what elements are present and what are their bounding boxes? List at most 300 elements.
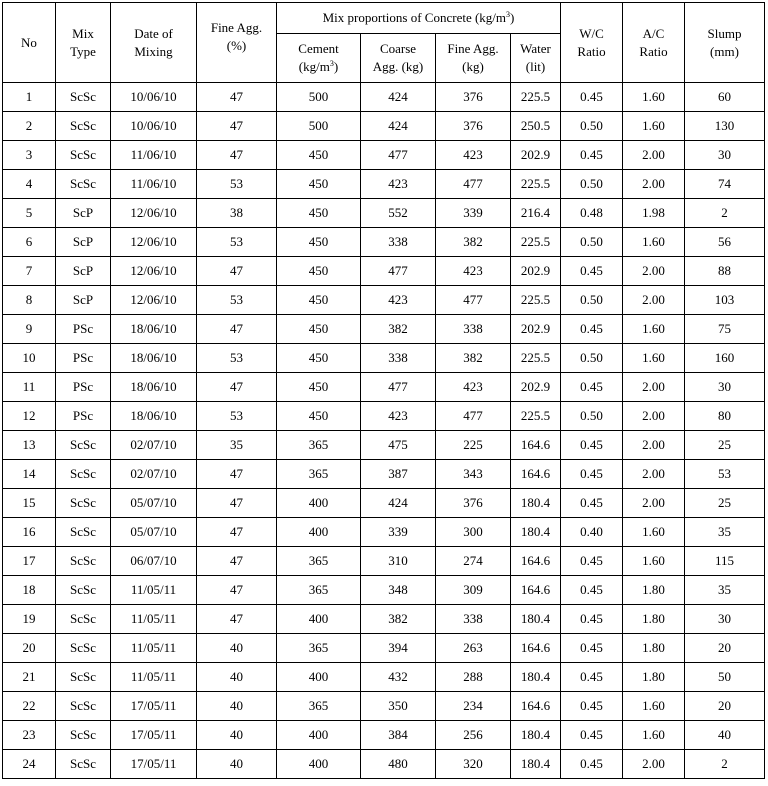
cell-water: 164.6 xyxy=(511,692,561,721)
cell-slump: 88 xyxy=(685,257,765,286)
cell-wc-ratio: 0.50 xyxy=(561,170,623,199)
cell-fine-agg-kg: 376 xyxy=(436,83,511,112)
cell-coarse-agg: 310 xyxy=(361,547,436,576)
cell-mix-type: ScSc xyxy=(56,170,111,199)
cell-wc-ratio: 0.50 xyxy=(561,228,623,257)
cell-water: 225.5 xyxy=(511,286,561,315)
cell-no: 21 xyxy=(3,663,56,692)
header-slump: Slump (mm) xyxy=(685,3,765,83)
table-row xyxy=(3,634,765,663)
table-row xyxy=(3,721,765,750)
cell-ac-ratio: 1.60 xyxy=(623,547,685,576)
cell-cement: 365 xyxy=(277,547,361,576)
cell-coarse-agg: 423 xyxy=(361,286,436,315)
cell-wc-ratio: 0.45 xyxy=(561,315,623,344)
cell-coarse-agg: 338 xyxy=(361,344,436,373)
cell-ac-ratio: 1.80 xyxy=(623,576,685,605)
cell-ac-ratio: 2.00 xyxy=(623,373,685,402)
cell-wc-ratio: 0.45 xyxy=(561,692,623,721)
cell-ac-ratio: 2.00 xyxy=(623,257,685,286)
cell-fine-agg-kg: 423 xyxy=(436,257,511,286)
table-row xyxy=(3,344,765,373)
cell-ac-ratio: 2.00 xyxy=(623,489,685,518)
cell-fine-agg-percent: 40 xyxy=(197,721,277,750)
table-body xyxy=(3,83,765,779)
cell-cement: 400 xyxy=(277,489,361,518)
cell-no: 23 xyxy=(3,721,56,750)
cell-fine-agg-percent: 40 xyxy=(197,750,277,779)
cell-fine-agg-kg: 338 xyxy=(436,315,511,344)
cell-date: 12/06/10 xyxy=(111,228,197,257)
cell-cement: 450 xyxy=(277,141,361,170)
cell-fine-agg-kg: 376 xyxy=(436,112,511,141)
cell-wc-ratio: 0.40 xyxy=(561,518,623,547)
table-row xyxy=(3,489,765,518)
cell-water: 202.9 xyxy=(511,373,561,402)
table-row xyxy=(3,141,765,170)
cell-mix-type: ScSc xyxy=(56,576,111,605)
cell-water: 164.6 xyxy=(511,576,561,605)
cell-wc-ratio: 0.45 xyxy=(561,721,623,750)
header-fine-agg-percent: Fine Agg. (%) xyxy=(197,3,277,83)
cell-ac-ratio: 1.80 xyxy=(623,663,685,692)
cell-ac-ratio: 1.60 xyxy=(623,83,685,112)
cell-ac-ratio: 2.00 xyxy=(623,170,685,199)
cell-fine-agg-percent: 53 xyxy=(197,286,277,315)
table-row xyxy=(3,112,765,141)
cell-cement: 500 xyxy=(277,112,361,141)
cell-wc-ratio: 0.48 xyxy=(561,199,623,228)
cell-wc-ratio: 0.45 xyxy=(561,489,623,518)
cell-fine-agg-percent: 47 xyxy=(197,141,277,170)
cell-no: 11 xyxy=(3,373,56,402)
cell-date: 05/07/10 xyxy=(111,518,197,547)
cell-fine-agg-kg: 234 xyxy=(436,692,511,721)
cell-slump: 20 xyxy=(685,634,765,663)
header-wc-ratio: W/C Ratio xyxy=(561,3,623,83)
cell-no: 24 xyxy=(3,750,56,779)
cell-coarse-agg: 424 xyxy=(361,83,436,112)
cell-wc-ratio: 0.45 xyxy=(561,460,623,489)
cell-no: 7 xyxy=(3,257,56,286)
cell-water: 164.6 xyxy=(511,547,561,576)
cell-ac-ratio: 1.60 xyxy=(623,112,685,141)
cell-fine-agg-percent: 53 xyxy=(197,344,277,373)
cell-cement: 400 xyxy=(277,721,361,750)
cell-no: 5 xyxy=(3,199,56,228)
table-row xyxy=(3,547,765,576)
cell-fine-agg-kg: 288 xyxy=(436,663,511,692)
cell-fine-agg-percent: 47 xyxy=(197,547,277,576)
cell-mix-type: ScSc xyxy=(56,489,111,518)
cell-wc-ratio: 0.45 xyxy=(561,663,623,692)
cell-slump: 56 xyxy=(685,228,765,257)
cell-date: 11/05/11 xyxy=(111,634,197,663)
cell-fine-agg-percent: 47 xyxy=(197,257,277,286)
header-no: No xyxy=(3,3,56,83)
cell-mix-type: ScP xyxy=(56,257,111,286)
cell-cement: 450 xyxy=(277,373,361,402)
cell-no: 17 xyxy=(3,547,56,576)
cell-date: 10/06/10 xyxy=(111,83,197,112)
cell-date: 12/06/10 xyxy=(111,199,197,228)
cell-fine-agg-kg: 300 xyxy=(436,518,511,547)
cell-wc-ratio: 0.45 xyxy=(561,576,623,605)
cell-slump: 53 xyxy=(685,460,765,489)
cell-ac-ratio: 2.00 xyxy=(623,141,685,170)
cell-fine-agg-percent: 47 xyxy=(197,605,277,634)
cell-slump: 30 xyxy=(685,605,765,634)
table-row xyxy=(3,286,765,315)
cell-wc-ratio: 0.45 xyxy=(561,547,623,576)
cell-water: 164.6 xyxy=(511,634,561,663)
table-row xyxy=(3,518,765,547)
cell-fine-agg-percent: 53 xyxy=(197,402,277,431)
table-row xyxy=(3,199,765,228)
cell-fine-agg-kg: 256 xyxy=(436,721,511,750)
cell-ac-ratio: 2.00 xyxy=(623,431,685,460)
cell-fine-agg-kg: 309 xyxy=(436,576,511,605)
cell-ac-ratio: 1.80 xyxy=(623,634,685,663)
cell-date: 10/06/10 xyxy=(111,112,197,141)
cell-slump: 25 xyxy=(685,431,765,460)
header-water: Water (lit) xyxy=(511,34,561,83)
cell-coarse-agg: 350 xyxy=(361,692,436,721)
table-row xyxy=(3,257,765,286)
cell-ac-ratio: 2.00 xyxy=(623,460,685,489)
cell-cement: 450 xyxy=(277,228,361,257)
cell-water: 180.4 xyxy=(511,750,561,779)
cell-coarse-agg: 387 xyxy=(361,460,436,489)
cell-slump: 74 xyxy=(685,170,765,199)
cell-slump: 2 xyxy=(685,750,765,779)
header-mix-type: Mix Type xyxy=(56,3,111,83)
cell-ac-ratio: 1.60 xyxy=(623,315,685,344)
table-row xyxy=(3,576,765,605)
cell-ac-ratio: 2.00 xyxy=(623,402,685,431)
cell-no: 13 xyxy=(3,431,56,460)
cell-fine-agg-kg: 263 xyxy=(436,634,511,663)
cell-water: 180.4 xyxy=(511,489,561,518)
cell-coarse-agg: 423 xyxy=(361,402,436,431)
table-row xyxy=(3,373,765,402)
cell-cement: 365 xyxy=(277,692,361,721)
table-row xyxy=(3,83,765,112)
cell-slump: 30 xyxy=(685,373,765,402)
cell-fine-agg-percent: 47 xyxy=(197,460,277,489)
table-row xyxy=(3,431,765,460)
cell-fine-agg-percent: 35 xyxy=(197,431,277,460)
cell-water: 225.5 xyxy=(511,83,561,112)
cell-cement: 400 xyxy=(277,750,361,779)
cell-wc-ratio: 0.50 xyxy=(561,112,623,141)
cell-water: 225.5 xyxy=(511,402,561,431)
cell-mix-type: PSc xyxy=(56,315,111,344)
cell-wc-ratio: 0.45 xyxy=(561,750,623,779)
cell-cement: 450 xyxy=(277,286,361,315)
cell-slump: 2 xyxy=(685,199,765,228)
cell-mix-type: PSc xyxy=(56,373,111,402)
cell-wc-ratio: 0.45 xyxy=(561,634,623,663)
cell-cement: 450 xyxy=(277,199,361,228)
cell-fine-agg-percent: 40 xyxy=(197,663,277,692)
cell-slump: 40 xyxy=(685,721,765,750)
cell-mix-type: ScSc xyxy=(56,750,111,779)
cell-fine-agg-kg: 339 xyxy=(436,199,511,228)
cell-water: 202.9 xyxy=(511,315,561,344)
cell-cement: 400 xyxy=(277,518,361,547)
cell-cement: 365 xyxy=(277,576,361,605)
cell-cement: 400 xyxy=(277,663,361,692)
header-coarse-agg: Coarse Agg. (kg) xyxy=(361,34,436,83)
cell-wc-ratio: 0.45 xyxy=(561,141,623,170)
table-row xyxy=(3,692,765,721)
cell-date: 17/05/11 xyxy=(111,692,197,721)
cell-ac-ratio: 1.98 xyxy=(623,199,685,228)
cell-mix-type: PSc xyxy=(56,402,111,431)
cell-fine-agg-percent: 47 xyxy=(197,518,277,547)
cell-slump: 60 xyxy=(685,83,765,112)
cell-fine-agg-percent: 47 xyxy=(197,576,277,605)
cell-fine-agg-percent: 53 xyxy=(197,170,277,199)
cell-slump: 30 xyxy=(685,141,765,170)
cell-no: 10 xyxy=(3,344,56,373)
cell-water: 225.5 xyxy=(511,228,561,257)
cell-no: 18 xyxy=(3,576,56,605)
cell-cement: 365 xyxy=(277,431,361,460)
cell-ac-ratio: 1.60 xyxy=(623,518,685,547)
cell-cement: 450 xyxy=(277,170,361,199)
table-header xyxy=(3,3,765,83)
cell-slump: 35 xyxy=(685,518,765,547)
header-fine-agg-kg: Fine Agg. (kg) xyxy=(436,34,511,83)
cell-mix-type: ScSc xyxy=(56,605,111,634)
cell-no: 4 xyxy=(3,170,56,199)
cell-slump: 130 xyxy=(685,112,765,141)
cell-cement: 450 xyxy=(277,315,361,344)
cell-water: 225.5 xyxy=(511,344,561,373)
cell-date: 02/07/10 xyxy=(111,460,197,489)
cell-ac-ratio: 1.60 xyxy=(623,721,685,750)
cell-fine-agg-kg: 382 xyxy=(436,228,511,257)
cell-no: 15 xyxy=(3,489,56,518)
cell-water: 216.4 xyxy=(511,199,561,228)
cell-date: 11/06/10 xyxy=(111,141,197,170)
cell-fine-agg-percent: 47 xyxy=(197,373,277,402)
cell-fine-agg-percent: 47 xyxy=(197,83,277,112)
cell-slump: 80 xyxy=(685,402,765,431)
cell-coarse-agg: 384 xyxy=(361,721,436,750)
cell-fine-agg-percent: 47 xyxy=(197,112,277,141)
cell-date: 02/07/10 xyxy=(111,431,197,460)
table-row xyxy=(3,605,765,634)
cell-fine-agg-kg: 274 xyxy=(436,547,511,576)
cell-ac-ratio: 2.00 xyxy=(623,286,685,315)
cell-coarse-agg: 338 xyxy=(361,228,436,257)
cell-water: 250.5 xyxy=(511,112,561,141)
cell-fine-agg-kg: 376 xyxy=(436,489,511,518)
cell-coarse-agg: 424 xyxy=(361,489,436,518)
cell-mix-type: ScSc xyxy=(56,460,111,489)
cell-coarse-agg: 432 xyxy=(361,663,436,692)
table-row xyxy=(3,750,765,779)
cell-ac-ratio: 1.80 xyxy=(623,605,685,634)
cell-coarse-agg: 477 xyxy=(361,373,436,402)
cell-no: 8 xyxy=(3,286,56,315)
cell-wc-ratio: 0.50 xyxy=(561,402,623,431)
cell-mix-type: ScSc xyxy=(56,112,111,141)
cell-wc-ratio: 0.50 xyxy=(561,344,623,373)
cell-coarse-agg: 423 xyxy=(361,170,436,199)
table-row xyxy=(3,460,765,489)
cell-date: 18/06/10 xyxy=(111,344,197,373)
cell-no: 6 xyxy=(3,228,56,257)
cell-date: 18/06/10 xyxy=(111,315,197,344)
cell-no: 2 xyxy=(3,112,56,141)
cell-cement: 365 xyxy=(277,634,361,663)
cell-mix-type: ScSc xyxy=(56,663,111,692)
cell-no: 20 xyxy=(3,634,56,663)
cell-slump: 115 xyxy=(685,547,765,576)
cell-water: 180.4 xyxy=(511,721,561,750)
cell-coarse-agg: 552 xyxy=(361,199,436,228)
cell-coarse-agg: 480 xyxy=(361,750,436,779)
cell-mix-type: ScSc xyxy=(56,141,111,170)
cell-fine-agg-kg: 343 xyxy=(436,460,511,489)
cell-no: 16 xyxy=(3,518,56,547)
header-date-of-mixing: Date of Mixing xyxy=(111,3,197,83)
cell-fine-agg-kg: 477 xyxy=(436,286,511,315)
cell-cement: 450 xyxy=(277,402,361,431)
cell-water: 164.6 xyxy=(511,460,561,489)
cell-coarse-agg: 339 xyxy=(361,518,436,547)
cell-wc-ratio: 0.45 xyxy=(561,373,623,402)
cell-water: 225.5 xyxy=(511,170,561,199)
cell-no: 14 xyxy=(3,460,56,489)
cell-wc-ratio: 0.45 xyxy=(561,431,623,460)
cell-fine-agg-kg: 423 xyxy=(436,141,511,170)
header-cement: Cement $(kg/m^3)$ xyxy=(277,34,361,83)
cell-cement: 400 xyxy=(277,605,361,634)
header-ac-ratio: A/C Ratio xyxy=(623,3,685,83)
cell-mix-type: PSc xyxy=(56,344,111,373)
cell-mix-type: ScSc xyxy=(56,692,111,721)
cell-coarse-agg: 394 xyxy=(361,634,436,663)
cell-ac-ratio: 2.00 xyxy=(623,750,685,779)
mix-proportions-table xyxy=(2,2,765,779)
cell-coarse-agg: 382 xyxy=(361,605,436,634)
cell-date: 17/05/11 xyxy=(111,721,197,750)
cell-mix-type: ScP xyxy=(56,228,111,257)
cell-fine-agg-percent: 47 xyxy=(197,489,277,518)
cell-water: 202.9 xyxy=(511,141,561,170)
cell-date: 11/05/11 xyxy=(111,663,197,692)
cell-date: 06/07/10 xyxy=(111,547,197,576)
cell-no: 19 xyxy=(3,605,56,634)
cell-coarse-agg: 477 xyxy=(361,257,436,286)
cell-slump: 20 xyxy=(685,692,765,721)
cell-slump: 35 xyxy=(685,576,765,605)
table-row xyxy=(3,228,765,257)
table-row xyxy=(3,315,765,344)
cell-no: 9 xyxy=(3,315,56,344)
cell-fine-agg-kg: 225 xyxy=(436,431,511,460)
cell-no: 12 xyxy=(3,402,56,431)
cell-ac-ratio: 1.60 xyxy=(623,344,685,373)
cell-slump: 103 xyxy=(685,286,765,315)
cell-fine-agg-percent: 53 xyxy=(197,228,277,257)
cell-fine-agg-kg: 382 xyxy=(436,344,511,373)
cell-date: 18/06/10 xyxy=(111,373,197,402)
cell-slump: 75 xyxy=(685,315,765,344)
cell-date: 12/06/10 xyxy=(111,257,197,286)
cell-no: 3 xyxy=(3,141,56,170)
cell-wc-ratio: 0.45 xyxy=(561,605,623,634)
cell-coarse-agg: 348 xyxy=(361,576,436,605)
cell-slump: 160 xyxy=(685,344,765,373)
cell-fine-agg-kg: 477 xyxy=(436,170,511,199)
cell-date: 12/06/10 xyxy=(111,286,197,315)
cell-fine-agg-percent: 38 xyxy=(197,199,277,228)
cell-mix-type: ScSc xyxy=(56,431,111,460)
cell-water: 202.9 xyxy=(511,257,561,286)
cell-cement: 500 xyxy=(277,83,361,112)
cell-slump: 25 xyxy=(685,489,765,518)
cell-fine-agg-kg: 320 xyxy=(436,750,511,779)
cell-fine-agg-percent: 47 xyxy=(197,315,277,344)
cell-no: 22 xyxy=(3,692,56,721)
cell-water: 164.6 xyxy=(511,431,561,460)
cell-mix-type: ScSc xyxy=(56,518,111,547)
cell-fine-agg-percent: 40 xyxy=(197,692,277,721)
table-row xyxy=(3,663,765,692)
cell-no: 1 xyxy=(3,83,56,112)
cell-date: 11/06/10 xyxy=(111,170,197,199)
table-row xyxy=(3,170,765,199)
cell-water: 180.4 xyxy=(511,663,561,692)
cell-cement: 450 xyxy=(277,344,361,373)
cell-coarse-agg: 424 xyxy=(361,112,436,141)
cell-date: 18/06/10 xyxy=(111,402,197,431)
cell-water: 180.4 xyxy=(511,518,561,547)
cell-coarse-agg: 475 xyxy=(361,431,436,460)
header-mix-proportions-group: Mix proportions of Concrete $(kg/m^3)$ xyxy=(277,3,561,34)
cell-mix-type: ScP xyxy=(56,199,111,228)
cell-fine-agg-kg: 338 xyxy=(436,605,511,634)
cell-date: 11/05/11 xyxy=(111,605,197,634)
cell-fine-agg-kg: 423 xyxy=(436,373,511,402)
cell-coarse-agg: 477 xyxy=(361,141,436,170)
cell-date: 11/05/11 xyxy=(111,576,197,605)
cell-fine-agg-percent: 40 xyxy=(197,634,277,663)
cell-wc-ratio: 0.45 xyxy=(561,257,623,286)
cell-date: 17/05/11 xyxy=(111,750,197,779)
cell-coarse-agg: 382 xyxy=(361,315,436,344)
cell-cement: 450 xyxy=(277,257,361,286)
cell-wc-ratio: 0.45 xyxy=(561,83,623,112)
cell-fine-agg-kg: 477 xyxy=(436,402,511,431)
cell-wc-ratio: 0.50 xyxy=(561,286,623,315)
cell-mix-type: ScSc xyxy=(56,83,111,112)
cell-mix-type: ScSc xyxy=(56,547,111,576)
cell-cement: 365 xyxy=(277,460,361,489)
cell-water: 180.4 xyxy=(511,605,561,634)
cell-ac-ratio: 1.60 xyxy=(623,692,685,721)
table-row xyxy=(3,402,765,431)
cell-date: 05/07/10 xyxy=(111,489,197,518)
cell-mix-type: ScSc xyxy=(56,634,111,663)
cell-ac-ratio: 1.60 xyxy=(623,228,685,257)
